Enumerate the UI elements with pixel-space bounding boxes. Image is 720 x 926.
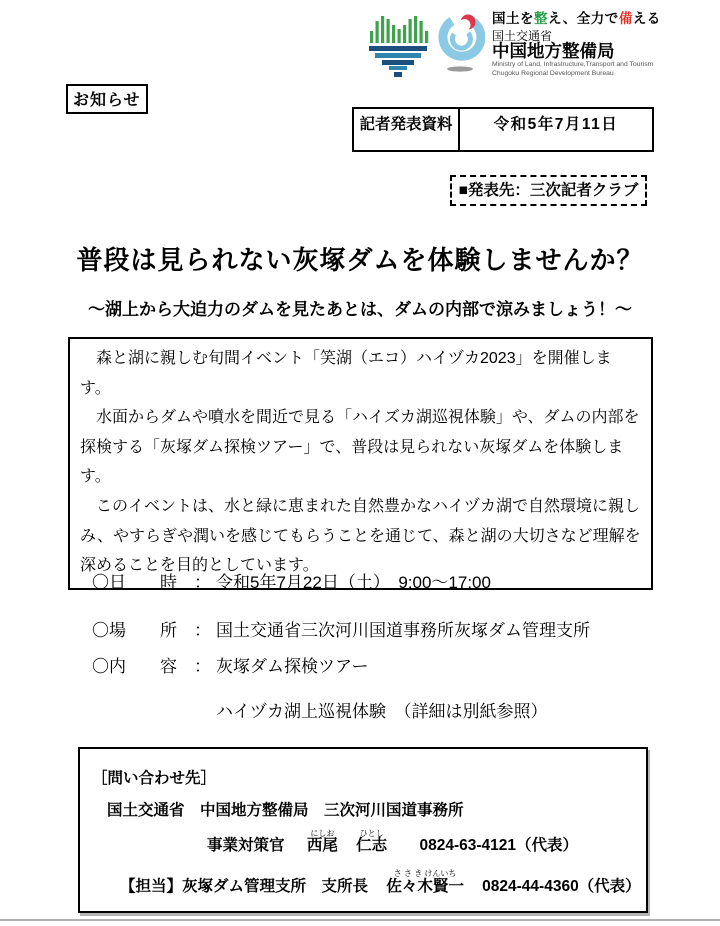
detail-value: 国土交通省三次河川国道事務所灰塚ダム管理支所 (216, 621, 590, 640)
forest-water-logo-icon (366, 9, 430, 77)
officer-family-name: 西尾にしお (306, 829, 338, 854)
detail-row-date (92, 568, 491, 593)
contact-organization: 国土交通省 中国地方整備局 三次河川国道事務所 (107, 802, 464, 819)
bureau-name-en: Chugoku Regional Development Bureau (492, 69, 614, 77)
ministry-name-en: Ministry of Land, Infrastructure,Transport and Tourism (492, 61, 654, 68)
ministry-name: 国土交通省 (492, 28, 553, 43)
contact-heading: ［問い合わせ先］ (92, 770, 217, 787)
press-release-table (352, 107, 654, 152)
release-destination: ■発表先：三次記者クラブ (450, 175, 647, 206)
officer-phone: 0824-63-4121（代表） (419, 837, 579, 854)
contact-officer-line (207, 829, 578, 855)
page-title: 普段は見られない灰塚ダムを体験しませんか？ (76, 245, 644, 275)
doc-type-cell: 記者発表資料 (354, 109, 460, 150)
officer-title: 事業対策官 (207, 837, 285, 854)
header-text (492, 9, 661, 78)
summary-box (68, 337, 653, 590)
detail-row-place (92, 616, 590, 641)
page-subtitle: ～湖上から大迫力のダムを見たあとは、ダムの内部で涼みましょう！～ (88, 300, 632, 319)
detail-value: 灰塚ダム探検ツアー (216, 657, 369, 676)
contact-staff-line (120, 869, 641, 896)
staff-title: 【担当】灰塚ダム管理支所 支所長 (120, 878, 369, 895)
mlit-logo-icon (437, 9, 485, 77)
summary-paragraph: 水面からダムや噴水を間近で見る「ハイズカ湖巡視体験」や、ダムの内部を探検する「灰塚ダム探検ツアー」で、普段は見られない灰塚ダムを体験します。 (80, 409, 640, 486)
summary-paragraph: 森と湖に親しむ旬間イベント「笑湖（エコ）ハイヅカ2023」を開催します。 (80, 350, 612, 397)
staff-name: 佐々木賢一さ さ き けんいち (386, 869, 464, 895)
detail-value: 令和5年7月22日（土） 9:00～17:00 (216, 573, 491, 592)
summary-paragraph: このイベントは、水と緑に恵まれた自然豊かなハイヅカ湖で自然環境に親しみ、やすらぎや潤いを感じてもらうことを通じて、森と湖の大切さなど理解を深めることを目的としています。 (80, 497, 641, 575)
detail-label: 〇日 時 ： (92, 573, 211, 592)
officer-given-name: 仁志ひとし (356, 829, 388, 854)
release-date-cell: 令和5年7月11日 (493, 116, 619, 133)
staff-phone: 0824-44-4360（代表） (482, 878, 641, 895)
notice-label: お知らせ (66, 84, 148, 114)
detail-label: 〇内 容 ： (92, 657, 211, 676)
detail-value: ハイヅカ湖上巡視体験 （詳細は別紙参照） (216, 702, 548, 721)
detail-row-content (92, 652, 369, 677)
header (366, 9, 661, 78)
page-bottom-divider (0, 919, 720, 921)
bureau-name: 中国地方整備局 (492, 40, 615, 61)
detail-label: 〇場 所 ： (92, 621, 211, 640)
slogan: 国土を整え、全力で備える (492, 11, 661, 26)
detail-row-content-2 (92, 697, 548, 722)
contact-box (78, 747, 648, 913)
